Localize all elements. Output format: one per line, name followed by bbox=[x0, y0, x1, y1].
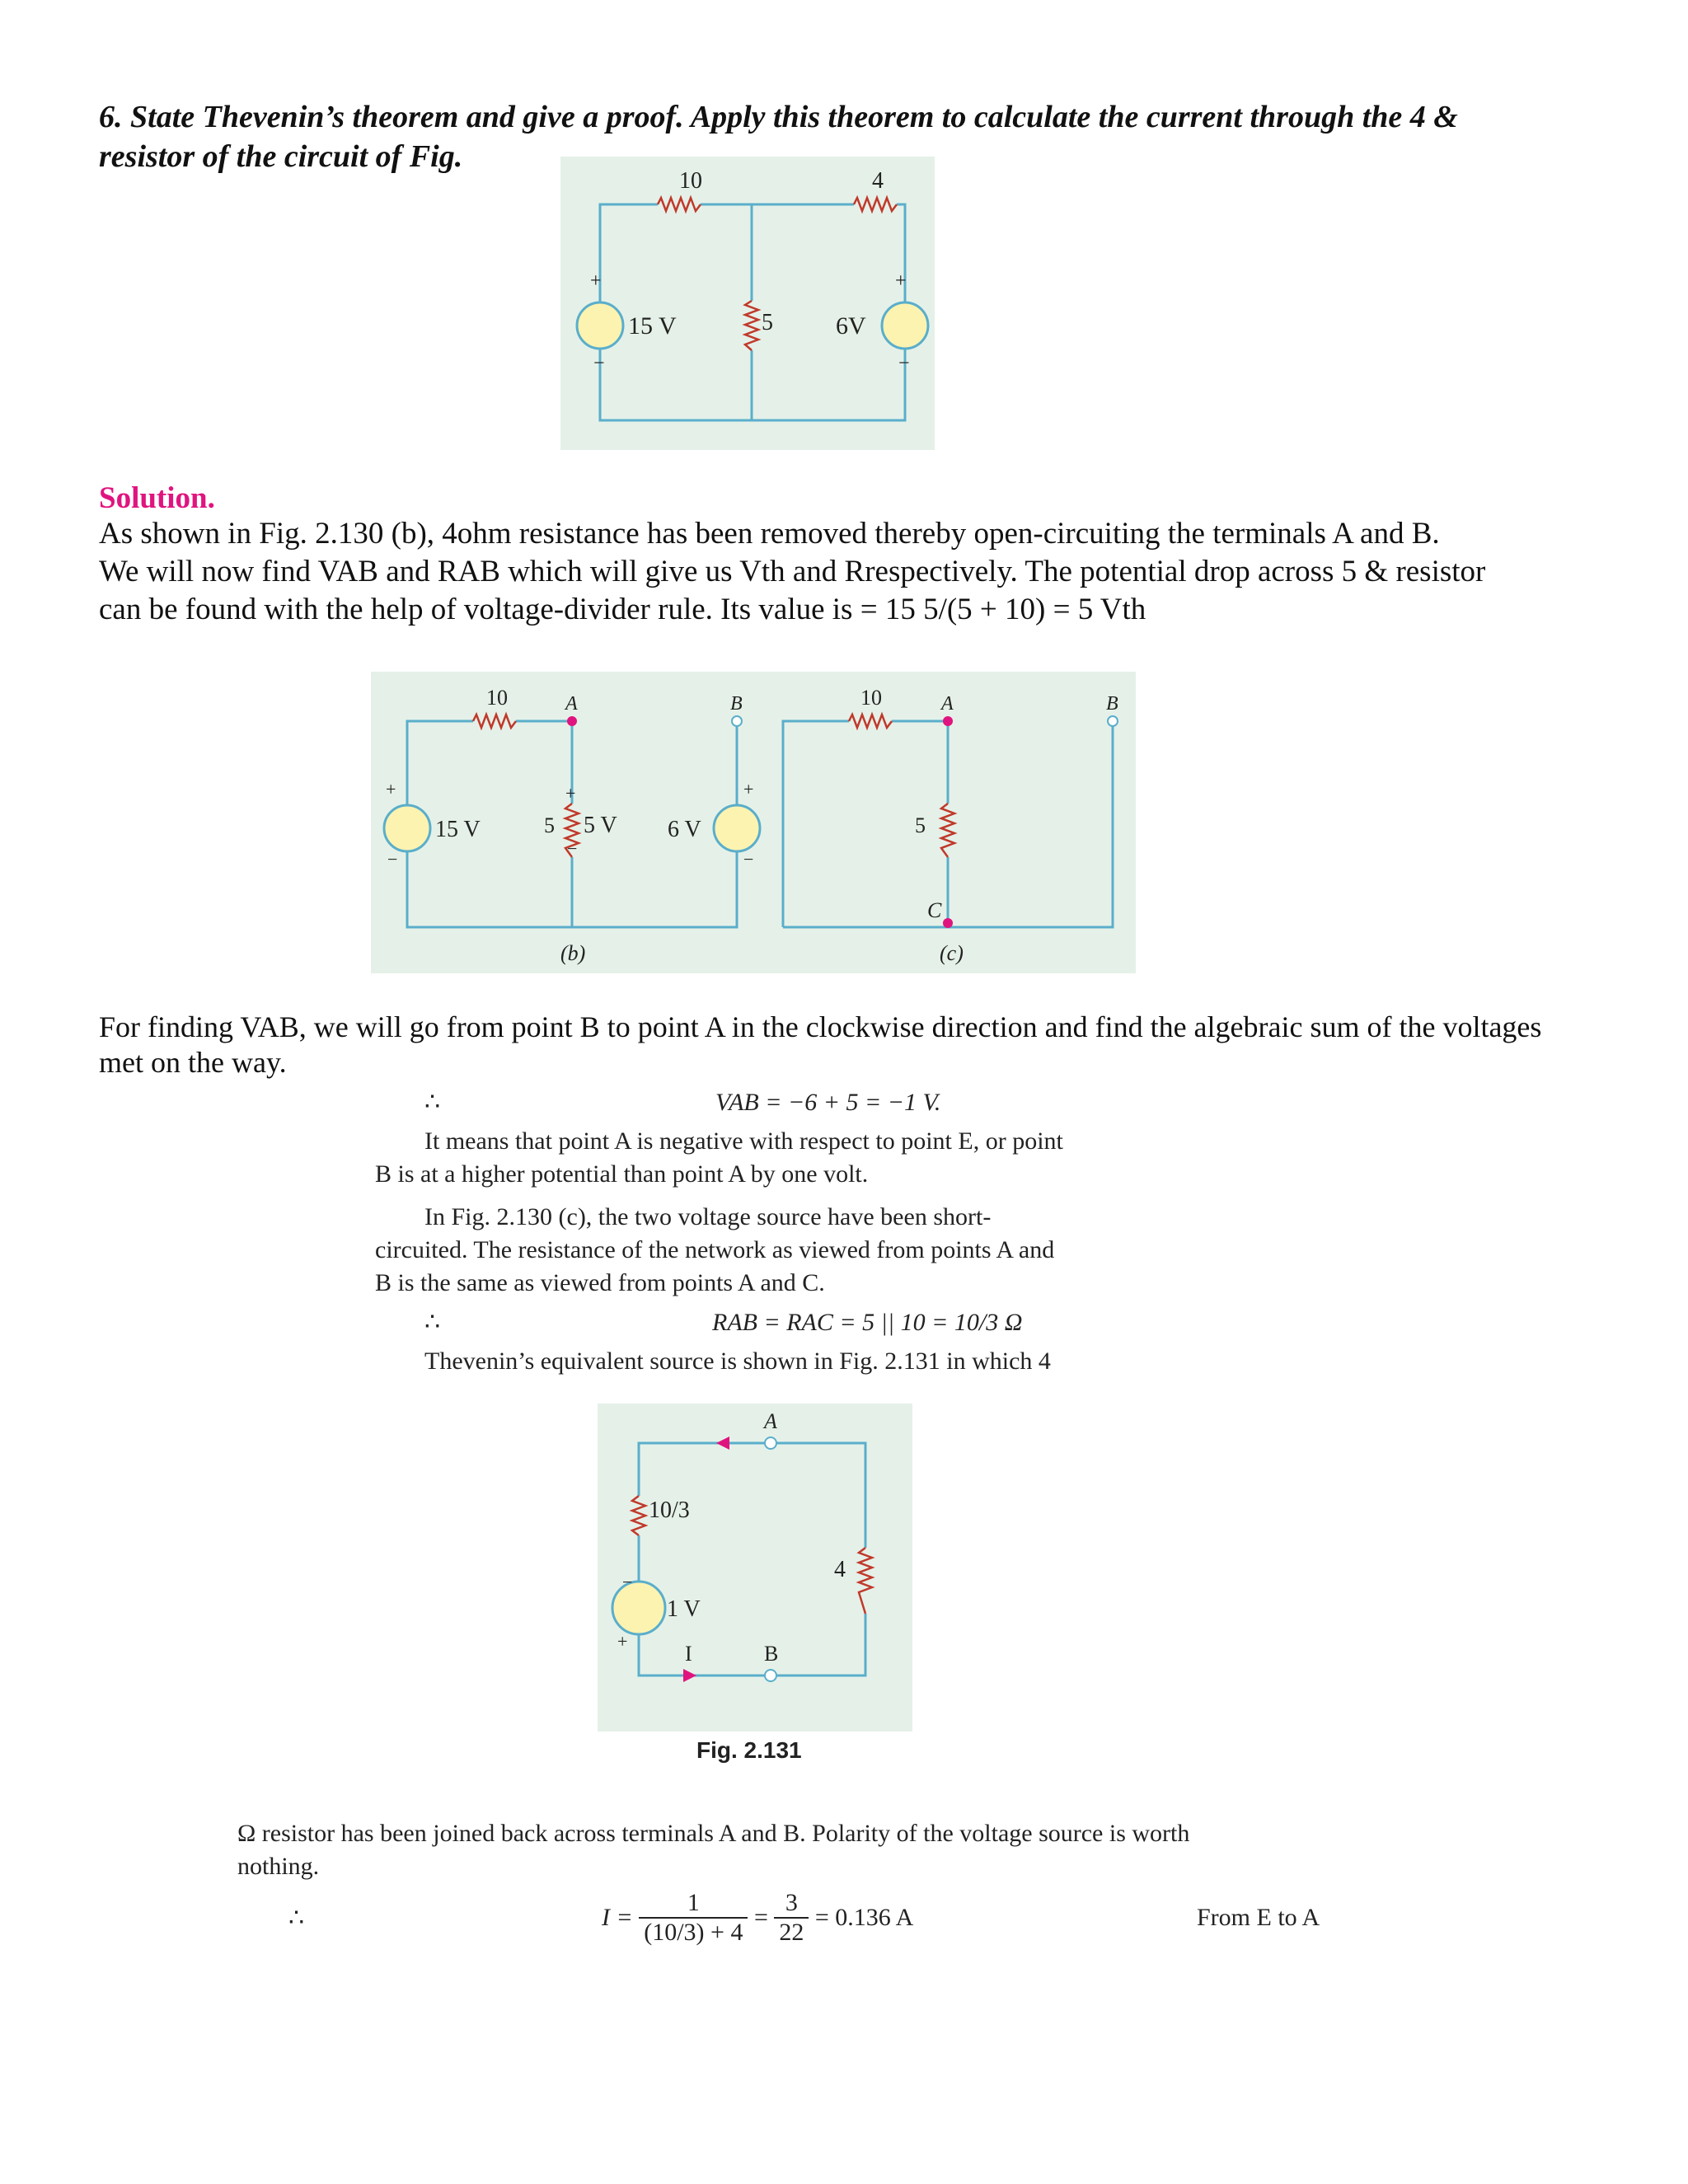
para2-line-1: For finding VAB, we will go from point B to point A in the clockwise direction and find the algebraic sum of the voltages bbox=[99, 1010, 1542, 1043]
frac2-numerator: 3 bbox=[774, 1889, 809, 1919]
c-label-c: C bbox=[927, 898, 942, 922]
current-equation bbox=[602, 1889, 913, 1947]
c-caption: (c) bbox=[940, 941, 964, 965]
svg-text:−: − bbox=[898, 353, 910, 374]
svg-text:−: − bbox=[567, 838, 578, 859]
circuit-top-diagram bbox=[560, 157, 935, 450]
scan2-line-2: nothing. bbox=[237, 1853, 320, 1880]
label-6v: 6V bbox=[836, 312, 866, 340]
scan-line-6: Thevenin’s equivalent source is shown in Fig. 2.131 in which 4 bbox=[424, 1347, 1051, 1375]
label-10: 10 bbox=[679, 168, 702, 194]
circuit-figure-top bbox=[560, 157, 935, 450]
b-caption: (b) bbox=[560, 941, 586, 965]
scan-line-3: In Fig. 2.130 (c), the two voltage source have been short- bbox=[424, 1203, 992, 1230]
svg-text:−: − bbox=[622, 1572, 633, 1592]
solution-line-2: We will now find VAB and RAB which will give us Vth and Rrespectively. The potential drop across 5 & resistor bbox=[99, 555, 1486, 588]
solution-line-3: can be found with the help of voltage-divider rule. Its value is = 15 5/(5 + 10) = 5 Vth bbox=[99, 593, 1146, 626]
fig131-label-i: I bbox=[685, 1642, 692, 1666]
circuit-figure-131 bbox=[598, 1404, 912, 1732]
therefore-symbol-1: ∴ bbox=[424, 1089, 441, 1116]
current-direction: From E to A bbox=[1197, 1904, 1320, 1931]
svg-text:−: − bbox=[593, 353, 605, 374]
b-label-15v: 15 V bbox=[435, 817, 481, 842]
solution-text bbox=[99, 515, 1591, 629]
therefore-symbol-2: ∴ bbox=[424, 1309, 441, 1336]
equals-sign: = bbox=[753, 1904, 768, 1931]
frac2-denominator: 22 bbox=[779, 1919, 804, 1946]
circuit-figure-bc bbox=[371, 672, 1136, 973]
svg-text:+: + bbox=[386, 779, 396, 799]
fig131-label-4: 4 bbox=[834, 1557, 846, 1582]
current-label: I = bbox=[602, 1904, 633, 1931]
b-label-a: A bbox=[565, 693, 578, 715]
solution-heading: Solution. bbox=[99, 481, 215, 515]
scan-line-5: B is the same as viewed from points A and C. bbox=[375, 1269, 825, 1296]
frac1-numerator: 1 bbox=[639, 1889, 748, 1919]
svg-text:−: − bbox=[387, 849, 398, 869]
circuit-bc-diagram bbox=[371, 672, 1136, 973]
solution-line-1: As shown in Fig. 2.130 (b), 4ohm resistance has been removed thereby open-circuiting the terminals A and B. bbox=[99, 517, 1440, 551]
scan-line-2: B is at a higher potential than point A by one volt. bbox=[375, 1160, 869, 1188]
label-4: 4 bbox=[872, 168, 884, 194]
svg-text:+: + bbox=[617, 1631, 628, 1652]
c-label-5: 5 bbox=[915, 813, 926, 837]
scan2-line-1: Ω resistor has been joined back across terminals A and B. Polarity of the voltage source is worth bbox=[237, 1820, 1190, 1847]
label-15v: 15 V bbox=[628, 312, 677, 340]
label-5: 5 bbox=[762, 310, 773, 335]
b-label-6v: 6 V bbox=[668, 817, 701, 842]
svg-text:+: + bbox=[590, 270, 602, 292]
c-label-a: A bbox=[941, 693, 954, 715]
question-line-1: 6. State Thevenin’s theorem and give a proof. Apply this theorem to calculate the current through the 4 & bbox=[99, 100, 1458, 134]
svg-text:+: + bbox=[743, 779, 754, 799]
rab-equation: RAB = RAC = 5 || 10 = 10/3 Ω bbox=[712, 1309, 1023, 1336]
c-label-b: B bbox=[1106, 693, 1118, 715]
svg-text:+: + bbox=[895, 270, 907, 292]
para2-line-2: met on the way. bbox=[99, 1046, 287, 1079]
fig131-label-a: A bbox=[764, 1409, 777, 1433]
frac1-denominator: (10/3) + 4 bbox=[644, 1919, 743, 1946]
b-label-5v: 5 V bbox=[584, 813, 617, 838]
b-label-10: 10 bbox=[486, 686, 508, 710]
fig131-label-b: B bbox=[764, 1642, 779, 1666]
current-result: = 0.136 A bbox=[814, 1904, 914, 1931]
svg-text:+: + bbox=[565, 783, 576, 804]
therefore-symbol-3: ∴ bbox=[288, 1905, 305, 1932]
b-label-b: B bbox=[730, 693, 743, 715]
question-line-2: resistor of the circuit of Fig. bbox=[99, 139, 463, 174]
fig131-label-1v: 1 V bbox=[667, 1596, 701, 1622]
vab-equation: VAB = −6 + 5 = −1 V. bbox=[715, 1089, 941, 1116]
fig131-caption: Fig. 2.131 bbox=[696, 1737, 802, 1763]
current-fraction-2 bbox=[774, 1889, 809, 1947]
c-label-10: 10 bbox=[860, 686, 882, 710]
paragraph-vab bbox=[99, 1010, 1591, 1080]
scan-line-1: It means that point A is negative with respect to point E, or point bbox=[424, 1127, 1063, 1155]
circuit-131-diagram bbox=[598, 1404, 912, 1732]
b-label-5: 5 bbox=[544, 813, 555, 837]
scan-line-4: circuited. The resistance of the network as viewed from points A and bbox=[375, 1236, 1055, 1263]
current-fraction-1 bbox=[639, 1889, 748, 1947]
svg-text:−: − bbox=[743, 849, 754, 869]
fig131-label-10-3: 10/3 bbox=[649, 1497, 690, 1523]
